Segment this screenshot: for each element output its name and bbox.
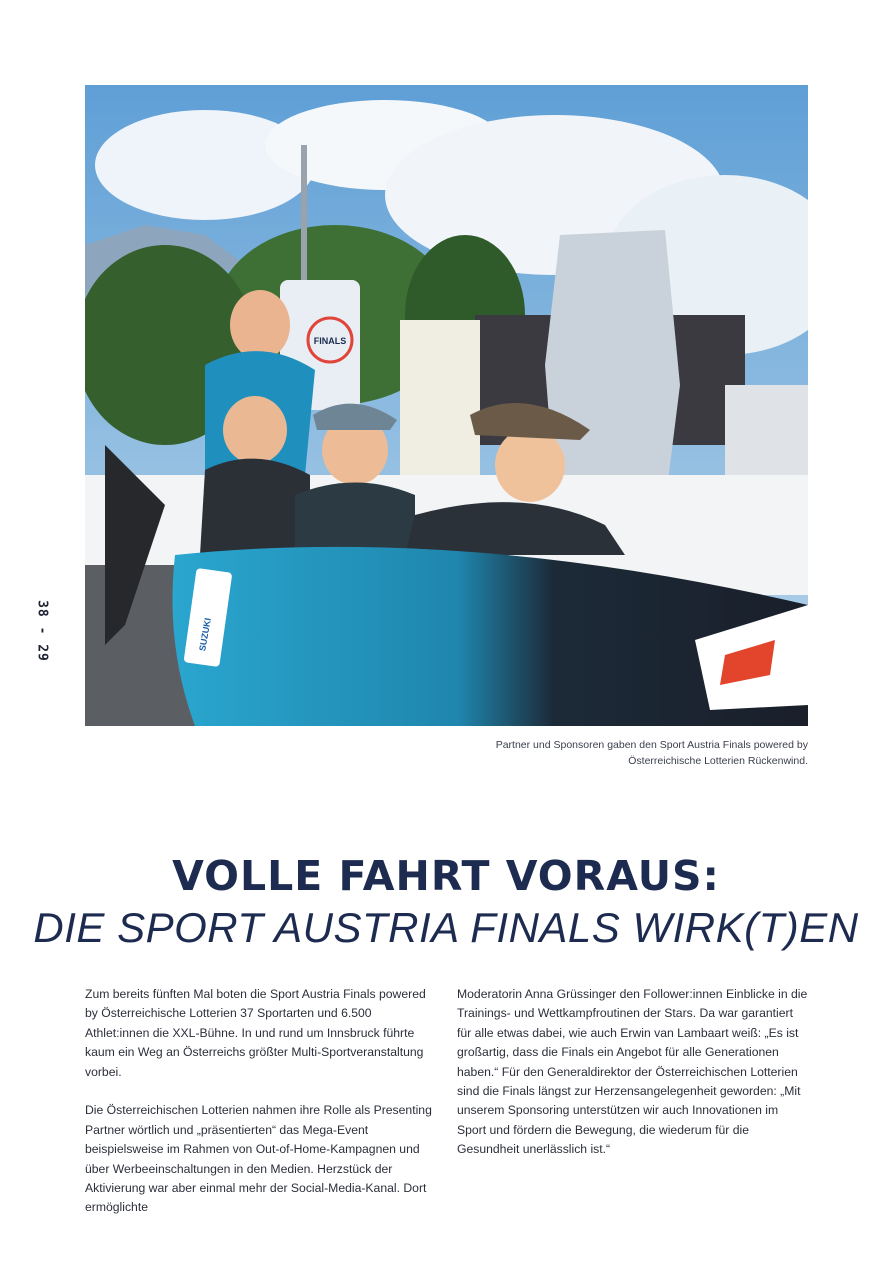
- body-column-right: [457, 985, 809, 1179]
- caption-line-2: Österreichische Lotterien Rückenwind.: [628, 755, 808, 767]
- page-number: [34, 600, 50, 662]
- body-paragraph: Zum bereits fünften Mal boten die Sport Austria Finals powered by Österreichische Lotterien 37 Sportarten und 6.500 Athlet:innen die XXL-Bühne. In und rund um Innsbruck führte kaum ein Weg an Österreichs größter Multi-Sportveranstaltung vorbei.: [85, 987, 426, 1079]
- page-number-text: 38 - 29: [34, 600, 50, 662]
- caption-line-1: Partner und Sponsoren gaben den Sport Austria Finals powered by: [495, 739, 808, 751]
- banner-finals-text: FINALS: [313, 336, 347, 346]
- hero-photo: [85, 85, 808, 726]
- photo-caption: [388, 737, 808, 769]
- headline-secondary: DIE SPORT AUSTRIA FINALS WIRK(T)EN: [33, 904, 859, 951]
- body-column-left: [85, 985, 437, 1237]
- sled-sponsor-text: SUZUKI: [197, 617, 213, 652]
- body-paragraph: Moderatorin Anna Grüssinger den Follower:innen Einblicke in die Trainings- und Wettkampfroutinen der Stars. Da war garantiert für alle etwas dabei, wie auch Erwin van Lambaart weiß: „Es ist großartig, dass die Finals ein Angebot für alle Generationen haben.“ Für den Generaldirektor der Österreichischen Lotterien sind die Finals längst zur Herzensangelegenheit geworden: „Mit unserem Sponsoring unterstützen wir auch Innovationen im Sport und fördern die Bewegung, die wiederum für die Gesundheit unerlässlich ist.“: [457, 987, 808, 1157]
- body-paragraph: Die Österreichischen Lotterien nahmen ihre Rolle als Presenting Partner wörtlich und „präsentierten“ das Mega-Event beispielsweise im Rahmen von Out-of-Home-Kampagnen und über Werbeeinschaltungen in den Medien. Herzstück der Aktivierung war aber einmal mehr der Social-Media-Kanal. Dort ermöglichte: [85, 1103, 432, 1215]
- hero-photo-illustration: [85, 85, 808, 726]
- headline-primary: VOLLE FAHRT VORAUS:: [172, 852, 720, 900]
